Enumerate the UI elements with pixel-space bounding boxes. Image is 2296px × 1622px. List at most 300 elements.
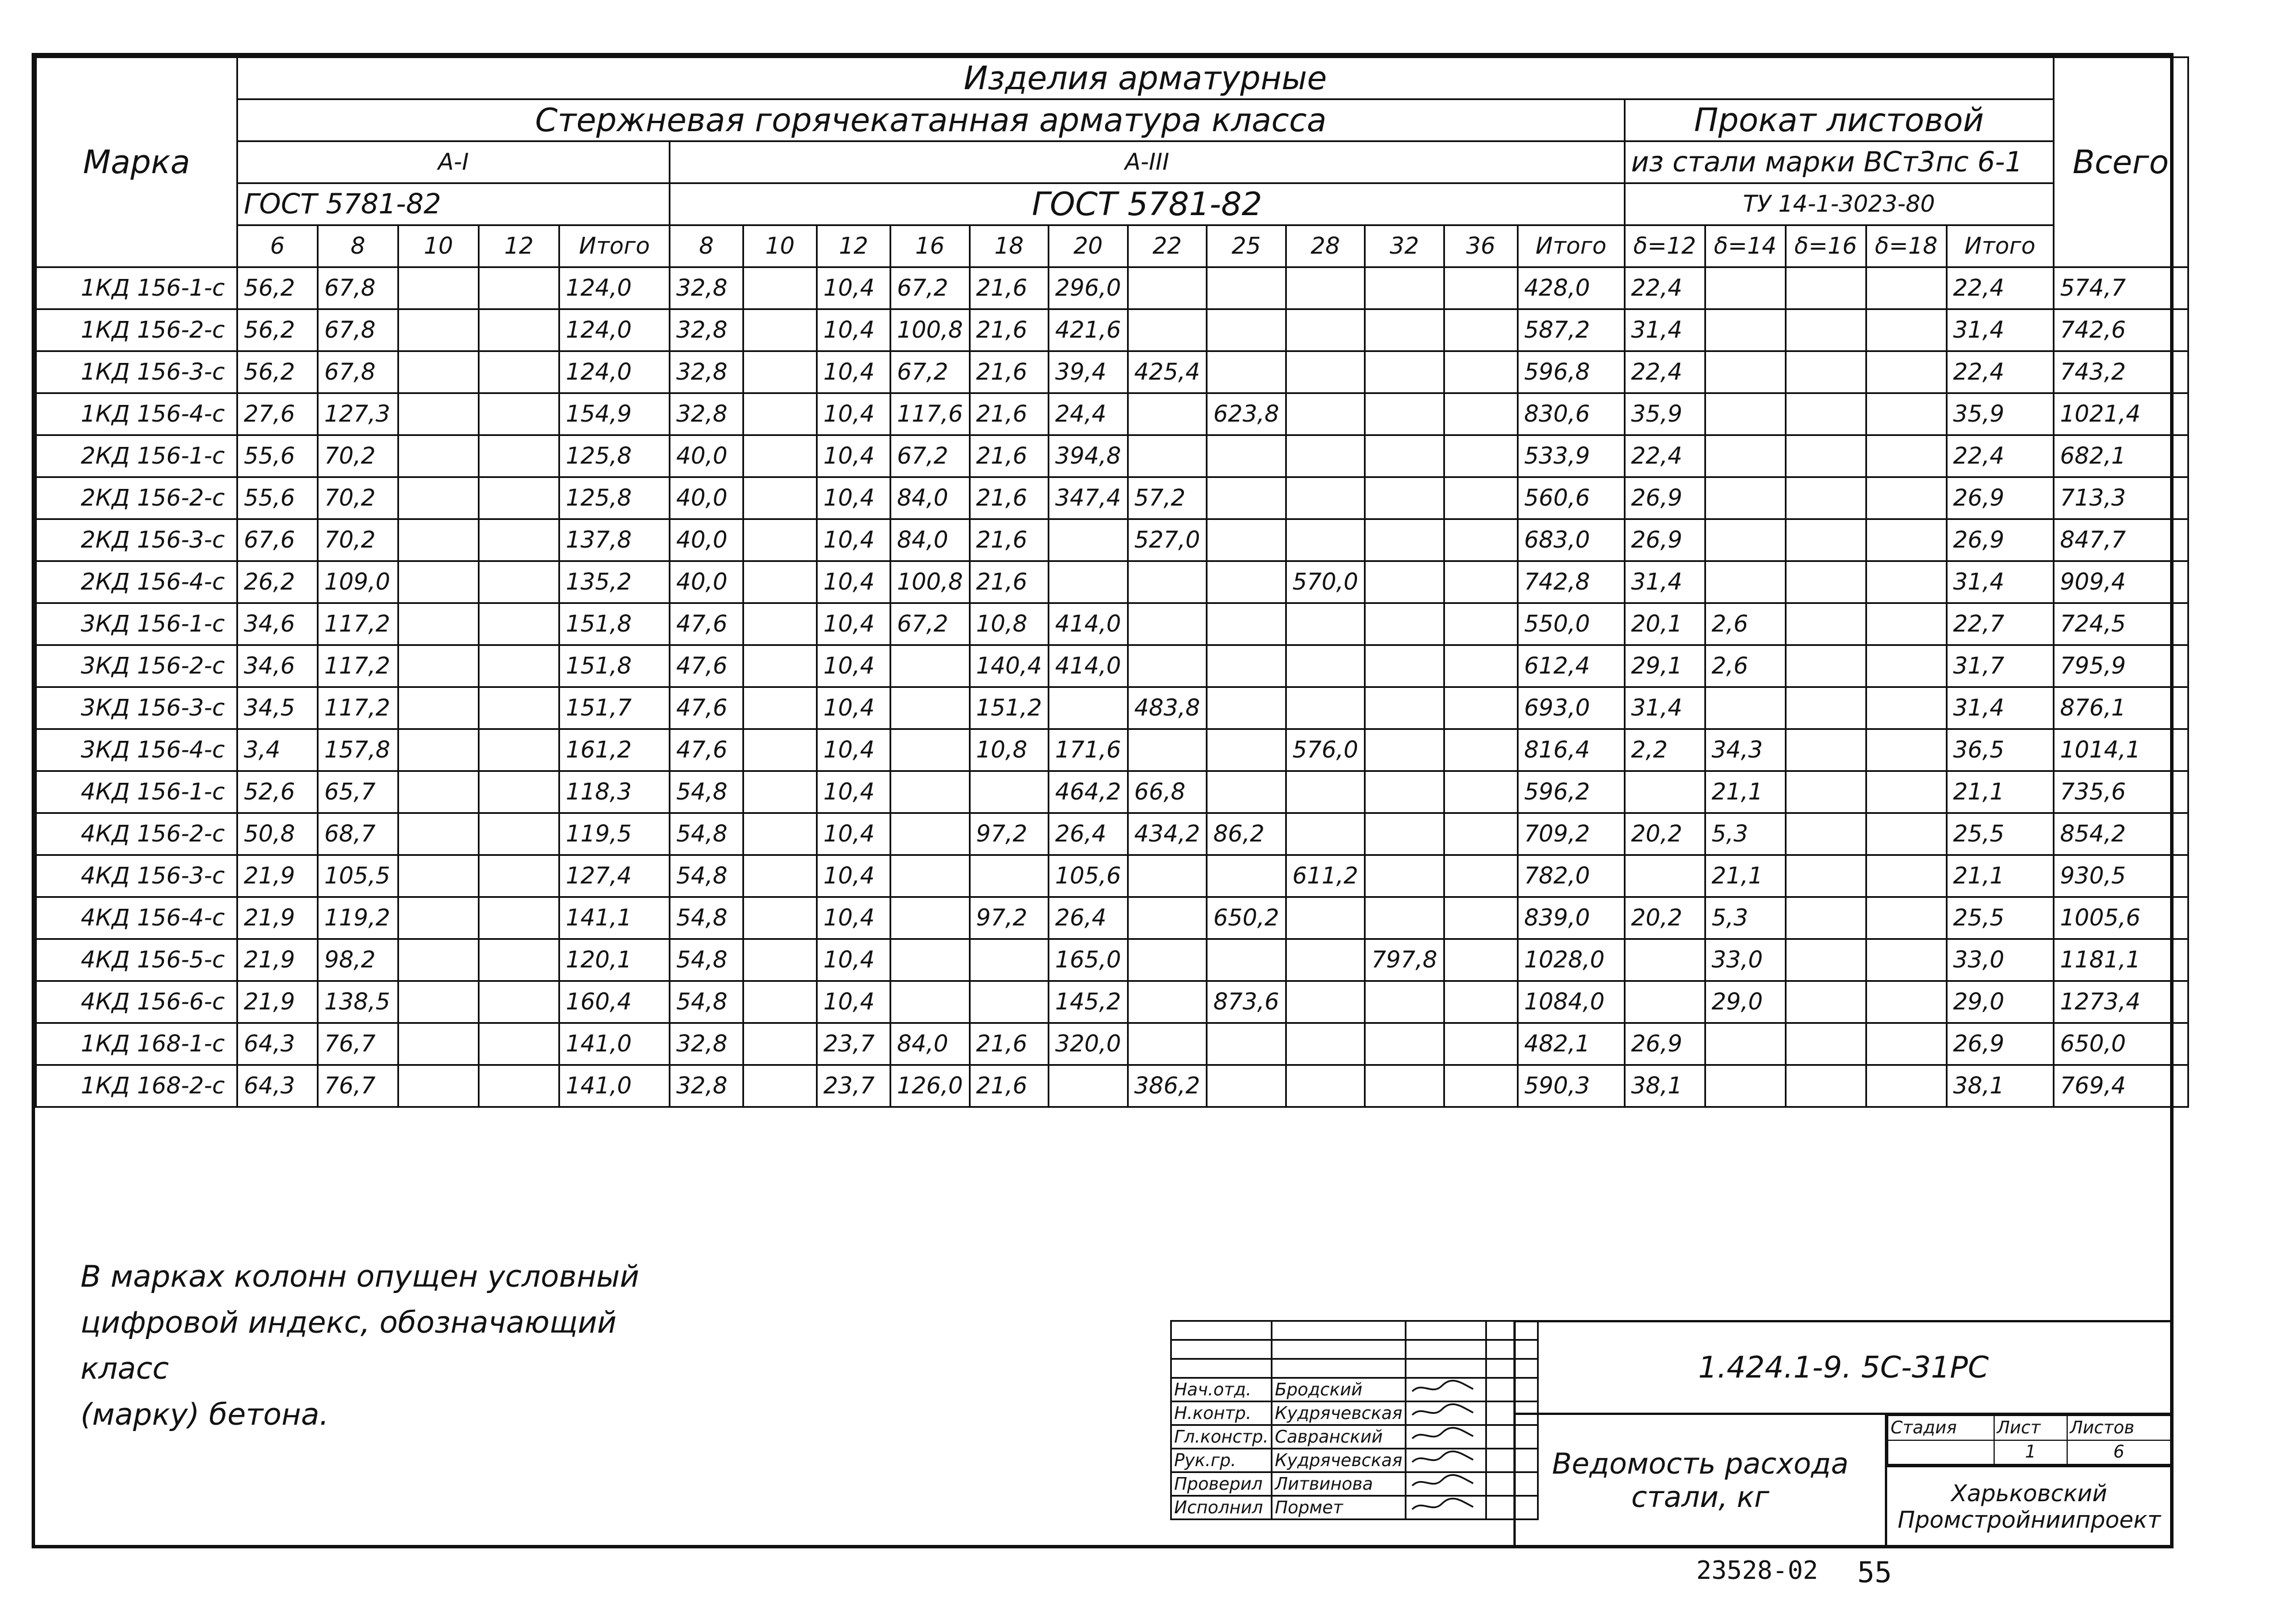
table-cell <box>743 1023 817 1065</box>
table-cell <box>1866 477 1946 519</box>
table-cell <box>1866 351 1946 393</box>
table-row <box>36 981 2188 1023</box>
table-cell: 743,2 <box>2053 351 2188 393</box>
table-cell: 650,0 <box>2053 1023 2188 1065</box>
table-cell <box>1705 519 1785 561</box>
table-cell: 141,1 <box>559 897 670 939</box>
table-cell: 171,6 <box>1049 729 1128 771</box>
signer-name: Кудрячевская <box>1272 1449 1406 1472</box>
table-cell <box>1866 267 1946 309</box>
table-cell <box>1286 1023 1365 1065</box>
archive-number: 23528-02 <box>1696 1556 1818 1585</box>
table-cell <box>398 393 479 435</box>
table-cell <box>1286 1065 1365 1107</box>
signature-scribble <box>1409 1497 1478 1514</box>
table-cell: 31,4 <box>1946 687 2053 729</box>
table-cell: 10,4 <box>817 477 891 519</box>
table-cell: 1КД 168-2-с <box>36 1065 237 1107</box>
table-cell <box>1705 267 1785 309</box>
table-cell <box>1365 477 1444 519</box>
table-cell <box>1286 897 1365 939</box>
table-cell: 34,3 <box>1705 729 1785 771</box>
table-cell <box>1365 855 1444 897</box>
table-cell: 47,6 <box>670 729 743 771</box>
table-cell <box>1624 771 1705 813</box>
signer-row <box>1171 1449 1538 1472</box>
table-cell <box>1207 603 1286 645</box>
table-cell: 151,8 <box>559 603 670 645</box>
table-cell: 32,8 <box>670 1065 743 1107</box>
table-cell: 1014,1 <box>2053 729 2188 771</box>
table-cell: 3КД 156-4-с <box>36 729 237 771</box>
table-cell: 21,9 <box>237 897 318 939</box>
table-cell: 4КД 156-5-с <box>36 939 237 981</box>
table-cell <box>1785 897 1866 939</box>
table-cell: 54,8 <box>670 939 743 981</box>
table-cell <box>1785 267 1866 309</box>
table-cell: 2,2 <box>1624 729 1705 771</box>
table-cell <box>479 813 559 855</box>
table-cell: 165,0 <box>1049 939 1128 981</box>
table-cell <box>398 351 479 393</box>
table-cell: 76,7 <box>318 1023 398 1065</box>
signer-role: Н.контр. <box>1171 1402 1272 1425</box>
table-cell <box>1444 477 1517 519</box>
signature <box>1405 1472 1486 1496</box>
page-number: 55 <box>1857 1556 1892 1589</box>
table-cell <box>1128 393 1207 435</box>
table-cell: 576,0 <box>1286 729 1365 771</box>
table-cell: 26,9 <box>1624 1023 1705 1065</box>
rod-header: Стержневая горячекатанная арматура класса <box>237 100 1625 141</box>
table-cell: 34,5 <box>237 687 318 729</box>
table-cell <box>1866 687 1946 729</box>
table-cell: 84,0 <box>891 477 970 519</box>
table-cell: 5,3 <box>1705 813 1785 855</box>
signature-scribble <box>1409 1402 1478 1420</box>
signer-row-empty <box>1171 1340 1538 1359</box>
table-cell <box>743 561 817 603</box>
table-cell: 24,4 <box>1049 393 1128 435</box>
table-cell <box>479 267 559 309</box>
table-cell <box>891 729 970 771</box>
organization <box>1885 1465 2174 1548</box>
table-cell <box>1286 603 1365 645</box>
table-cell <box>1444 687 1517 729</box>
table-cell: 434,2 <box>1128 813 1207 855</box>
table-cell: 682,1 <box>2053 435 2188 477</box>
table-cell: 3КД 156-2-с <box>36 645 237 687</box>
empty-cell <box>1272 1340 1406 1359</box>
table-cell <box>1785 1023 1866 1065</box>
table-cell: 26,9 <box>1946 477 2053 519</box>
table-cell: 119,2 <box>318 897 398 939</box>
table-cell: 21,6 <box>969 393 1049 435</box>
table-cell: 22,4 <box>1946 435 2053 477</box>
table-cell <box>1365 1065 1444 1107</box>
table-cell <box>1866 603 1946 645</box>
table-cell <box>1049 1065 1128 1107</box>
table-cell: 10,4 <box>817 729 891 771</box>
table-cell: 414,0 <box>1049 603 1128 645</box>
table-cell: 125,8 <box>559 477 670 519</box>
table-row <box>36 813 2188 855</box>
table-cell: 76,7 <box>318 1065 398 1107</box>
table-row <box>36 1023 2188 1065</box>
steel-consumption-table <box>35 56 2189 1108</box>
table-cell: 31,4 <box>1624 687 1705 729</box>
table-cell <box>1785 645 1866 687</box>
table-cell: 394,8 <box>1049 435 1128 477</box>
table-row <box>36 771 2188 813</box>
table-cell: 105,6 <box>1049 855 1128 897</box>
table-cell: 29,0 <box>1946 981 2053 1023</box>
signature <box>1405 1449 1486 1472</box>
table-cell <box>1207 855 1286 897</box>
table-cell: 135,2 <box>559 561 670 603</box>
table-cell <box>1286 939 1365 981</box>
table-cell: 31,7 <box>1946 645 2053 687</box>
table-cell: 611,2 <box>1286 855 1365 897</box>
table-cell <box>1207 1065 1286 1107</box>
table-cell <box>743 729 817 771</box>
table-cell: 33,0 <box>1946 939 2053 981</box>
table-cell <box>1128 855 1207 897</box>
table-cell <box>1444 645 1517 687</box>
note-line: цифровой индекс, обозначающий класс <box>81 1306 617 1386</box>
table-cell: 21,9 <box>237 981 318 1023</box>
table-cell: 10,4 <box>817 645 891 687</box>
table-cell <box>1444 519 1517 561</box>
table-cell: 10,8 <box>969 603 1049 645</box>
table-cell <box>479 855 559 897</box>
table-cell: 10,4 <box>817 351 891 393</box>
table-cell: 35,9 <box>1624 393 1705 435</box>
table-cell <box>1866 435 1946 477</box>
table-cell <box>1705 393 1785 435</box>
table-cell: 161,2 <box>559 729 670 771</box>
table-cell <box>1444 435 1517 477</box>
table-cell: 1КД 168-1-с <box>36 1023 237 1065</box>
table-cell: 296,0 <box>1049 267 1128 309</box>
table-cell: 4КД 156-4-с <box>36 897 237 939</box>
table-cell: 683,0 <box>1517 519 1624 561</box>
table-cell: 125,8 <box>559 435 670 477</box>
table-cell <box>1128 939 1207 981</box>
table-cell <box>1444 561 1517 603</box>
table-cell: 795,9 <box>2053 645 2188 687</box>
table-cell <box>398 813 479 855</box>
table-cell <box>1365 393 1444 435</box>
table-cell: 26,9 <box>1946 519 2053 561</box>
table-cell: 160,4 <box>559 981 670 1023</box>
table-cell: 26,9 <box>1624 477 1705 519</box>
table-cell <box>479 393 559 435</box>
table-row <box>36 645 2188 687</box>
table-cell: 70,2 <box>318 519 398 561</box>
table-cell: 816,4 <box>1517 729 1624 771</box>
table-cell: 873,6 <box>1207 981 1286 1023</box>
table-cell <box>891 897 970 939</box>
table-cell: 587,2 <box>1517 309 1624 351</box>
table-cell: 693,0 <box>1517 687 1624 729</box>
table-cell: 137,8 <box>559 519 670 561</box>
table-cell <box>1128 981 1207 1023</box>
table-cell <box>1785 771 1866 813</box>
table-cell: 70,2 <box>318 477 398 519</box>
table-cell: 38,1 <box>1624 1065 1705 1107</box>
table-cell: 32,8 <box>670 351 743 393</box>
column-header: δ=12 <box>1624 225 1705 267</box>
table-cell: 56,2 <box>237 351 318 393</box>
table-cell: 876,1 <box>2053 687 2188 729</box>
table-cell <box>1286 981 1365 1023</box>
table-cell: 29,0 <box>1705 981 1785 1023</box>
table-cell: 100,8 <box>891 561 970 603</box>
table-cell <box>1866 645 1946 687</box>
table-cell <box>479 477 559 519</box>
table-cell <box>891 645 970 687</box>
table-cell: 1005,6 <box>2053 897 2188 939</box>
table-cell: 100,8 <box>891 309 970 351</box>
table-cell <box>398 939 479 981</box>
table-cell: 596,8 <box>1517 351 1624 393</box>
table-cell: 20,1 <box>1624 603 1705 645</box>
table-row <box>36 309 2188 351</box>
table-cell <box>891 771 970 813</box>
table-cell: 126,0 <box>891 1065 970 1107</box>
table-cell <box>1785 1065 1866 1107</box>
sheet-header-2: из стали марки ВСт3пс 6-1 <box>1624 141 2053 183</box>
table-cell <box>1365 519 1444 561</box>
signer-role: Рук.гр. <box>1171 1449 1272 1472</box>
table-cell: 1КД 156-3-с <box>36 351 237 393</box>
table-cell: 40,0 <box>670 561 743 603</box>
table-row <box>36 561 2188 603</box>
table-cell <box>743 645 817 687</box>
table-cell <box>398 687 479 729</box>
table-cell: 26,4 <box>1049 897 1128 939</box>
table-cell <box>1365 561 1444 603</box>
table-cell <box>743 519 817 561</box>
table-row <box>36 897 2188 939</box>
signer-row <box>1171 1472 1538 1496</box>
table-cell <box>1207 435 1286 477</box>
table-cell <box>398 603 479 645</box>
note-line: В марках колонн опущен условный <box>81 1260 639 1294</box>
table-cell <box>1785 687 1866 729</box>
table-cell: 612,4 <box>1517 645 1624 687</box>
table-cell: 623,8 <box>1207 393 1286 435</box>
table-cell <box>1624 855 1705 897</box>
table-cell <box>479 771 559 813</box>
table-cell: 127,3 <box>318 393 398 435</box>
table-cell: 32,8 <box>670 267 743 309</box>
table-body <box>36 267 2188 1108</box>
table-cell <box>398 981 479 1023</box>
table-cell: 2КД 156-3-с <box>36 519 237 561</box>
column-header: 12 <box>817 225 891 267</box>
table-cell: 54,8 <box>670 771 743 813</box>
table-cell <box>1785 309 1866 351</box>
signer-name: Кудрячевская <box>1272 1402 1406 1425</box>
note <box>81 1254 656 1438</box>
table-cell: 27,6 <box>237 393 318 435</box>
table-cell <box>969 981 1049 1023</box>
empty-cell <box>1405 1321 1486 1340</box>
table-cell <box>1207 645 1286 687</box>
empty-row <box>36 1107 2188 1108</box>
table-cell <box>1866 855 1946 897</box>
table-cell: 21,6 <box>969 1023 1049 1065</box>
table-cell <box>743 477 817 519</box>
table-cell <box>743 435 817 477</box>
table-cell <box>1128 1023 1207 1065</box>
table-cell: 2,6 <box>1705 603 1785 645</box>
table-cell <box>1785 477 1866 519</box>
table-cell: 97,2 <box>969 813 1049 855</box>
table-cell: 47,6 <box>670 603 743 645</box>
table-cell: 67,6 <box>237 519 318 561</box>
table-cell: 10,4 <box>817 813 891 855</box>
table-row <box>36 267 2188 309</box>
column-header: 10 <box>743 225 817 267</box>
table-cell: 3КД 156-3-с <box>36 687 237 729</box>
table-cell <box>743 393 817 435</box>
empty-cell <box>1272 1359 1406 1378</box>
table-cell: 20,2 <box>1624 897 1705 939</box>
signers-table <box>1170 1320 1539 1520</box>
table-cell <box>1049 687 1128 729</box>
table-row <box>36 1065 2188 1107</box>
table-cell: 151,8 <box>559 645 670 687</box>
table-cell: 31,4 <box>1946 561 2053 603</box>
signer-name: Бродский <box>1272 1378 1406 1402</box>
table-cell <box>398 435 479 477</box>
table-cell <box>1049 519 1128 561</box>
table-cell: 483,8 <box>1128 687 1207 729</box>
table-cell <box>1365 435 1444 477</box>
table-cell <box>1365 267 1444 309</box>
table-cell: 386,2 <box>1128 1065 1207 1107</box>
table-cell <box>1365 603 1444 645</box>
table-cell: 347,4 <box>1049 477 1128 519</box>
table-cell: 21,9 <box>237 939 318 981</box>
table-cell: 145,2 <box>1049 981 1128 1023</box>
table-cell: 1028,0 <box>1517 939 1624 981</box>
table-cell: 31,4 <box>1624 561 1705 603</box>
table-cell: 3,4 <box>237 729 318 771</box>
table-cell <box>1785 435 1866 477</box>
table-cell: 151,7 <box>559 687 670 729</box>
table-cell: 21,6 <box>969 435 1049 477</box>
table-cell <box>1128 267 1207 309</box>
table-cell: 5,3 <box>1705 897 1785 939</box>
document-code: 1.424.1-9. 5С-31РС <box>1513 1320 2174 1415</box>
column-header: 18 <box>969 225 1049 267</box>
table-cell: 724,5 <box>2053 603 2188 645</box>
table-cell <box>1444 351 1517 393</box>
table-cell <box>1207 939 1286 981</box>
signer-name: Савранский <box>1272 1425 1406 1449</box>
table-cell: 930,5 <box>2053 855 2188 897</box>
signer-name: Пормет <box>1272 1496 1406 1520</box>
table-cell: 67,8 <box>318 351 398 393</box>
column-header: 32 <box>1365 225 1444 267</box>
table-cell: 84,0 <box>891 1023 970 1065</box>
table-cell: 742,6 <box>2053 309 2188 351</box>
table-cell: 118,3 <box>559 771 670 813</box>
table-cell: 21,1 <box>1946 855 2053 897</box>
table-cell <box>1286 267 1365 309</box>
table-cell: 590,3 <box>1517 1065 1624 1107</box>
signer-row <box>1171 1402 1538 1425</box>
column-header: 8 <box>670 225 743 267</box>
table-cell: 97,2 <box>969 897 1049 939</box>
tu-header: ТУ 14-1-3023-80 <box>1624 183 2053 225</box>
table-cell: 141,0 <box>559 1065 670 1107</box>
table-cell <box>1705 1023 1785 1065</box>
table-cell <box>1624 939 1705 981</box>
table-cell: 21,6 <box>969 309 1049 351</box>
table-cell <box>743 981 817 1023</box>
table-cell: 22,4 <box>1946 267 2053 309</box>
table-cell <box>1785 351 1866 393</box>
table-cell: 21,6 <box>969 351 1049 393</box>
table-cell <box>1365 645 1444 687</box>
column-header: 6 <box>237 225 318 267</box>
table-cell <box>1207 561 1286 603</box>
table-cell: 124,0 <box>559 267 670 309</box>
table-cell: 26,9 <box>1624 519 1705 561</box>
table-cell <box>479 603 559 645</box>
column-header: 22 <box>1128 225 1207 267</box>
table-cell: 21,1 <box>1946 771 2053 813</box>
table-cell <box>1365 729 1444 771</box>
column-header: δ=14 <box>1705 225 1785 267</box>
table-cell: 2КД 156-2-с <box>36 477 237 519</box>
table-cell: 4КД 156-6-с <box>36 981 237 1023</box>
signer-role: Исполнил <box>1171 1496 1272 1520</box>
table-row <box>36 687 2188 729</box>
table-cell <box>1444 1065 1517 1107</box>
table-cell: 70,2 <box>318 435 398 477</box>
table-cell <box>1866 813 1946 855</box>
table-cell: 428,0 <box>1517 267 1624 309</box>
table-cell <box>1286 687 1365 729</box>
table-cell <box>891 855 970 897</box>
table-cell: 67,2 <box>891 603 970 645</box>
table-cell: 854,2 <box>2053 813 2188 855</box>
table-cell: 117,2 <box>318 687 398 729</box>
table-cell: 21,6 <box>969 267 1049 309</box>
table-cell <box>743 813 817 855</box>
table-cell: 10,4 <box>817 897 891 939</box>
table-cell <box>1286 519 1365 561</box>
table-cell <box>398 309 479 351</box>
table-cell: 4КД 156-2-с <box>36 813 237 855</box>
table-cell <box>1128 603 1207 645</box>
signer-row <box>1171 1496 1538 1520</box>
table-cell: 1084,0 <box>1517 981 1624 1023</box>
table-cell <box>479 729 559 771</box>
signer-name: Литвинова <box>1272 1472 1406 1496</box>
table-cell <box>479 1065 559 1107</box>
table-cell <box>1207 477 1286 519</box>
table-cell <box>1444 1023 1517 1065</box>
table-cell: 124,0 <box>559 309 670 351</box>
table-cell: 119,5 <box>559 813 670 855</box>
